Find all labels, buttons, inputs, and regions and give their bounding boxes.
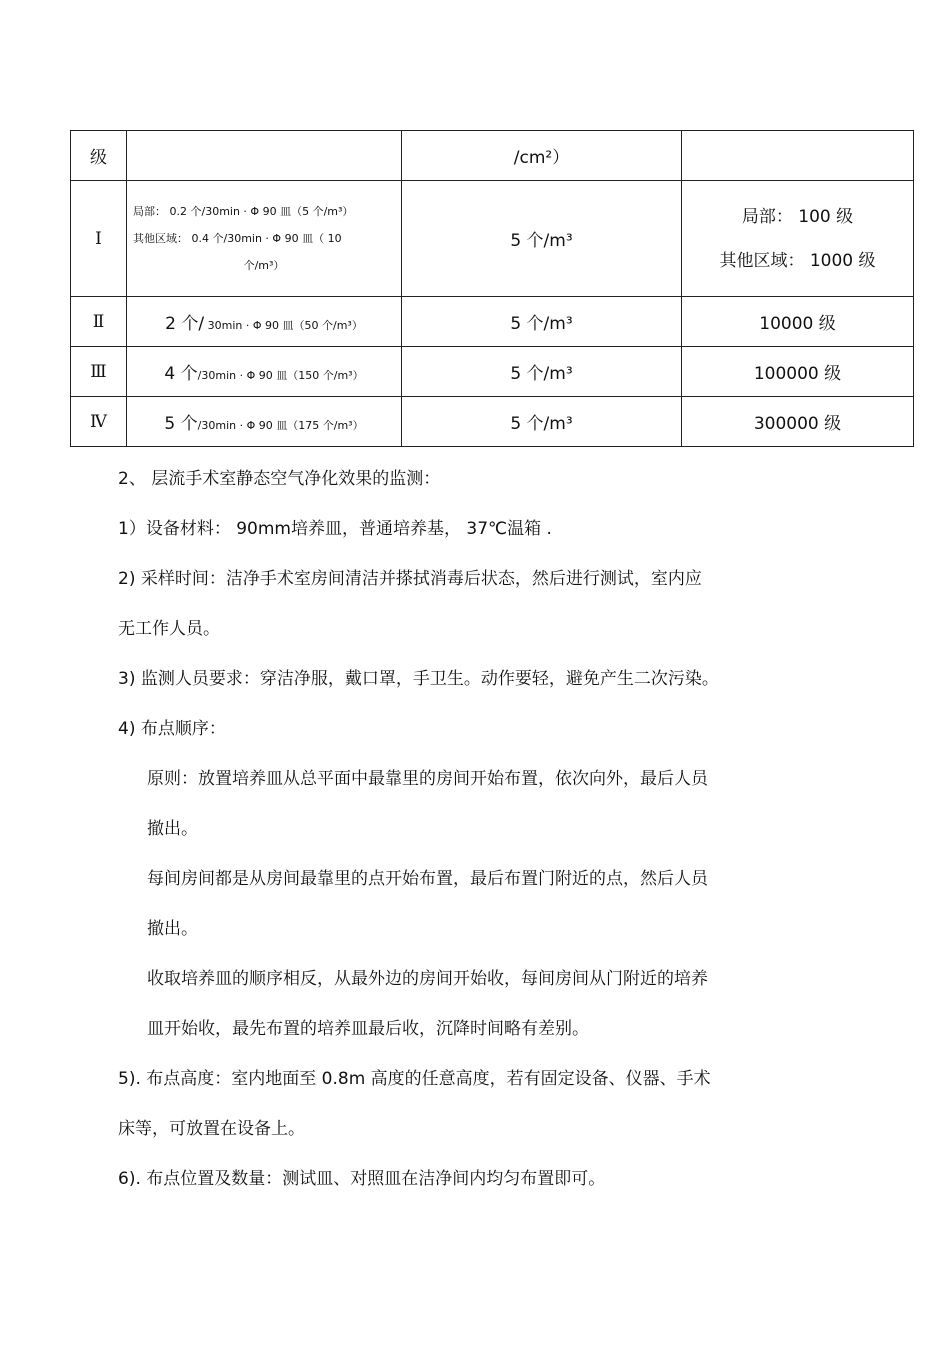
paragraph: 原则：放置培养皿从总平面中最靠里的房间开始布置，依次向外，最后人员	[147, 769, 708, 789]
sedimentation-cell	[127, 181, 402, 297]
header-grade-cell: 级	[71, 131, 127, 181]
sedimentation-detail: /30min · Φ 90 皿（150 个/m³）	[197, 369, 364, 382]
paragraph: 撤出。	[147, 919, 198, 939]
grade-cell: Ⅰ	[71, 181, 127, 297]
airborne-cell: 5 个/m³	[402, 397, 682, 447]
grade-cell: Ⅱ	[71, 297, 127, 347]
sedimentation-detail: /30min · Φ 90 皿（175 个/m³）	[197, 419, 364, 432]
cleanliness-cell: 10000 级	[682, 297, 914, 347]
grade-cell: Ⅲ	[71, 347, 127, 397]
sedimentation-count: 4 个	[164, 364, 198, 384]
paragraph: 床等，可放置在设备上。	[118, 1119, 305, 1139]
paragraph: 无工作人员。	[118, 619, 220, 639]
sedimentation-line: 局部： 0.2 个/30min · Φ 90 皿（5 个/m³）	[133, 205, 354, 218]
paragraph: 5). 布点高度：室内地面至 0.8m 高度的任意高度，若有固定设备、仪器、手术	[118, 1069, 711, 1089]
table-row	[71, 131, 914, 181]
paragraph: 2) 采样时间：洁净手术室房间清洁并搽拭消毒后状态，然后进行测试，室内应	[118, 569, 702, 589]
sedimentation-count: 5 个	[164, 414, 198, 434]
paragraph: 收取培养皿的顺序相反，从最外边的房间开始收，每间房间从门附近的培养	[147, 969, 708, 989]
airborne-cell: 5 个/m³	[402, 181, 682, 297]
paragraph: 3) 监测人员要求：穿洁净服，戴口罩，手卫生。动作要轻，避免产生二次污染。	[118, 669, 719, 689]
standards-table	[70, 130, 914, 447]
cleanliness-cell	[682, 181, 914, 297]
cleanliness-line: 局部： 100 级	[741, 206, 854, 227]
section-heading: 2、 层流手术室静态空气净化效果的监测：	[118, 469, 441, 489]
airborne-cell: 5 个/m³	[402, 347, 682, 397]
cleanliness-line: 其他区域： 1000 级	[719, 250, 876, 271]
paragraph: 1）设备材料： 90mm培养皿，普通培养基， 37℃温箱 .	[118, 519, 552, 539]
header-empty-cell	[127, 131, 402, 181]
paragraph: 皿开始收，最先布置的培养皿最后收，沉降时间略有差别。	[147, 1019, 589, 1039]
header-empty-cell	[682, 131, 914, 181]
header-unit-cell: /cm²）	[402, 131, 682, 181]
sedimentation-count: 2 个/	[165, 314, 205, 334]
table-row	[71, 297, 914, 347]
paragraph: 6). 布点位置及数量：测试皿、对照皿在洁净间内均匀布置即可。	[118, 1169, 606, 1189]
sedimentation-line: 其他区域： 0.4 个/30min · Φ 90 皿（ 10	[133, 232, 342, 245]
table-row	[71, 397, 914, 447]
sedimentation-detail: 30min · Φ 90 皿（50 个/m³）	[204, 319, 363, 332]
grade-cell: Ⅳ	[71, 397, 127, 447]
paragraph: 每间房间都是从房间最靠里的点开始布置，最后布置门附近的点，然后人员	[147, 869, 708, 889]
paragraph: 4) 布点顺序：	[118, 719, 226, 739]
airborne-cell: 5 个/m³	[402, 297, 682, 347]
paragraph: 撤出。	[147, 819, 198, 839]
sedimentation-line: 个/m³）	[243, 259, 285, 272]
table-row	[71, 347, 914, 397]
sedimentation-cell	[127, 347, 402, 397]
cleanliness-cell: 300000 级	[682, 397, 914, 447]
table-row	[71, 181, 914, 297]
cleanliness-cell: 100000 级	[682, 347, 914, 397]
sedimentation-cell	[127, 297, 402, 347]
sedimentation-cell	[127, 397, 402, 447]
